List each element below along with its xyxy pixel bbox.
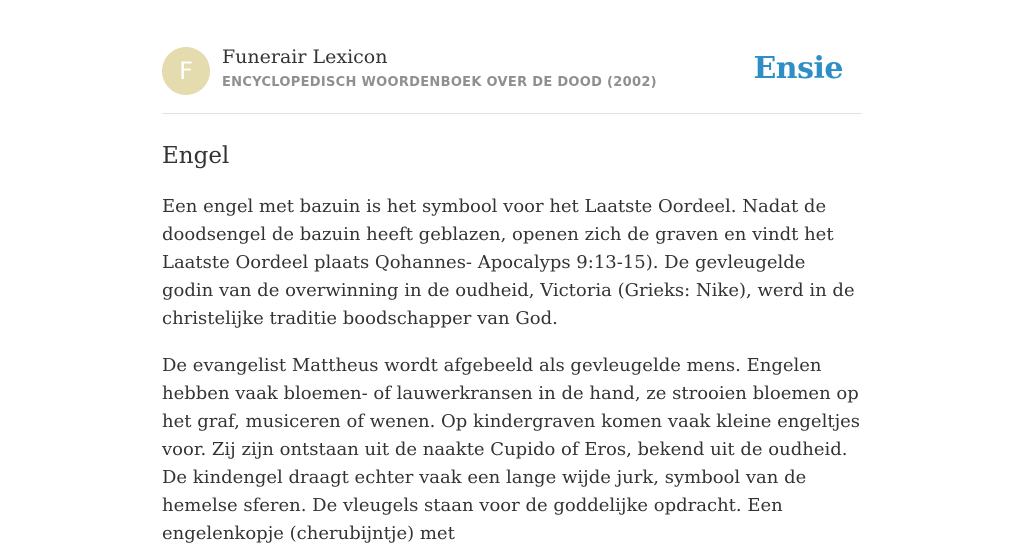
entry-title: Engel xyxy=(162,143,230,169)
page-container xyxy=(162,0,862,548)
ensie-logo-link[interactable]: Ensie xyxy=(753,51,843,86)
entry-paragraph: De evangelist Mattheus wordt afgebeeld als gevleugelde mens. Engelen hebben vaak bloemen- of lauwerkransen in de hand, ze strooien bloemen op het graf, musiceren of wenen. Op kindergraven komen vaak kleine engeltjes voor. Zij zijn ontstaan uit de naakte Cupido of Eros, bekend uit de oudheid. De kindengel draagt echter vaak een lange wijde jurk, symbool van de hemelse sferen. De vleugels staan voor de goddelijke opdracht. Een engelenkopje (cherubijntje) met xyxy=(162,355,861,544)
book-subtitle: ENCYCLOPEDISCH WOORDENBOEK OVER DE DOOD (2002) xyxy=(222,75,657,90)
book-avatar[interactable]: F xyxy=(162,47,210,95)
entry-paragraph: Een engel met bazuin is het symbool voor het Laatste Oordeel. Nadat de doodsengel de bazuin heeft geblazen, openen zich de graven en vindt het Laatste Oordeel plaats Qohannes- Apocalyps 9:13-15). De gevleugelde godin van de overwinning in de oudheid, Victoria (Grieks: Nike), werd in de christelijke traditie boodschapper van God. xyxy=(162,196,855,329)
book-title[interactable]: Funerair Lexicon xyxy=(222,46,388,68)
book-header xyxy=(162,0,862,114)
